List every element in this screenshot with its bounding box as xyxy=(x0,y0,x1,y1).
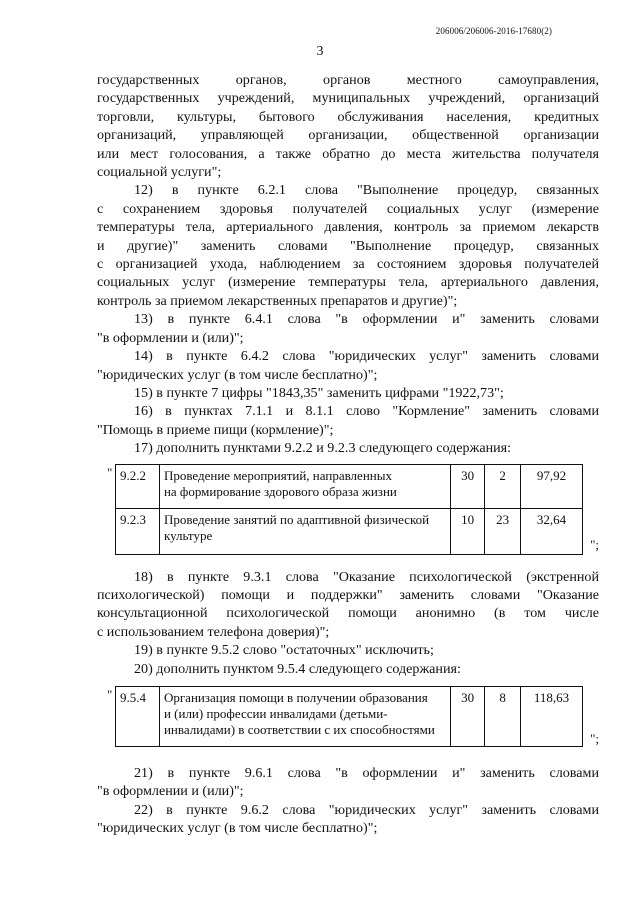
text-line: консультационной психологической помощи анонимно (в том числе xyxy=(97,605,599,622)
item-22 xyxy=(97,801,599,838)
item-21 xyxy=(97,764,599,801)
text-line: организаций, управляющей организации, общественной организации xyxy=(97,127,599,144)
text-line: 19) в пункте 9.5.2 слово "остаточных" исключить; xyxy=(134,642,434,659)
open-quote: " xyxy=(107,686,113,702)
item-17 xyxy=(97,439,599,457)
text-line: 22) в пункте 9.6.2 слова "юридических услуг" заменить словами xyxy=(134,801,599,818)
text-line: 21) в пункте 9.6.1 слова "в оформлении и" заменить словами xyxy=(134,764,599,781)
text-line: с сохранением здоровья получателей социальных услуг (измерение xyxy=(97,200,599,217)
close-quote: "; xyxy=(590,730,599,746)
cell-value: 30 xyxy=(451,464,485,508)
text-line: контроль за приемом лекарственных препаратов и другие)"; xyxy=(97,292,458,309)
text-line: социальных услуг (измерение температуры тела, артериального давления, xyxy=(97,274,599,291)
cell-value: 10 xyxy=(451,508,485,554)
item-20 xyxy=(97,660,599,678)
cell-value: 118,63 xyxy=(521,686,583,746)
text-line: 17) дополнить пунктами 9.2.2 и 9.2.3 следующего содержания: xyxy=(134,440,512,457)
text-line: 15) в пункте 7 цифры "1843,35" заменить цифрами "1922,73"; xyxy=(134,384,504,401)
text-line: 12) в пункте 6.2.1 слова "Выполнение процедур, связанных xyxy=(134,182,599,199)
document-code: 206006/206006-2016-17680(2) xyxy=(435,26,552,36)
table-row xyxy=(116,508,583,554)
cell-value: 30 xyxy=(451,686,485,746)
item-12 xyxy=(97,181,599,310)
services-table-1 xyxy=(97,464,599,558)
text-line: государственных учреждений, муниципальных учреждений, организаций xyxy=(97,90,599,107)
text-line: 18) в пункте 9.3.1 слова "Оказание психологической (экстренной xyxy=(134,568,599,585)
text-line: 14) в пункте 6.4.2 слова "юридических услуг" заменить словами xyxy=(134,348,599,365)
text-line: 20) дополнить пунктом 9.5.4 следующего содержания: xyxy=(134,660,461,677)
item-16 xyxy=(97,402,599,439)
text-line: 13) в пункте 6.4.1 слова "в оформлении и" заменить словами xyxy=(134,311,599,328)
service-name: Организация помощи в получении образования и (или) профессии инвалидами (детьми- инвалидами) в соответствии с их способностями xyxy=(159,686,450,746)
cell-value: 2 xyxy=(485,464,521,508)
text-line: "юридических услуг (в том числе бесплатно)"; xyxy=(97,366,378,383)
item-15 xyxy=(97,384,599,402)
service-code: 9.5.4 xyxy=(116,686,160,746)
item-18 xyxy=(97,568,599,642)
text-line: государственных органов, органов местного самоуправления, xyxy=(97,72,599,88)
text-line: или мест голосования, а также обратно до места жительства получателя xyxy=(97,145,599,162)
item-14 xyxy=(97,347,599,384)
item-13 xyxy=(97,310,599,347)
close-quote: "; xyxy=(590,536,599,552)
text-line: торговли, культуры, бытового обслуживания населения, кредитных xyxy=(97,108,599,125)
cell-value: 8 xyxy=(485,686,521,746)
text-line: "Помощь в приеме пищи (кормление)"; xyxy=(97,421,334,438)
item-19 xyxy=(97,641,599,659)
cell-value: 97,92 xyxy=(521,464,583,508)
text-line: с использованием телефона доверия)"; xyxy=(97,623,330,640)
text-line: 16) в пунктах 7.1.1 и 8.1.1 слово "Кормление" заменить словами xyxy=(134,403,599,420)
service-code: 9.2.3 xyxy=(116,508,160,554)
document-body xyxy=(97,71,599,838)
paragraph-continuation xyxy=(97,71,599,181)
text-line: психологической) помощи и поддержки" заменить словами "Оказание xyxy=(97,586,599,603)
text-line: "юридических услуг (в том числе бесплатно)"; xyxy=(97,820,378,837)
text-line: температуры тела, артериального давления, контроль за приемом лекарств xyxy=(97,219,599,236)
text-line: "в оформлении и (или)"; xyxy=(97,783,244,800)
table-row xyxy=(116,686,583,746)
text-line: и другие)" заменить словами "Выполнение процедур, связанных xyxy=(97,237,599,254)
cell-value: 23 xyxy=(485,508,521,554)
service-code: 9.2.2 xyxy=(116,464,160,508)
service-name: Проведение занятий по адаптивной физической культуре xyxy=(159,508,450,554)
text-line: социальной услуги"; xyxy=(97,164,222,181)
text-line: с организацией ухода, наблюдением за состоянием здоровья получателей xyxy=(97,256,599,273)
service-name: Проведение мероприятий, направленных на формирование здорового образа жизни xyxy=(159,464,450,508)
page-number: 3 xyxy=(316,44,324,59)
cell-value: 32,64 xyxy=(521,508,583,554)
table-row xyxy=(116,464,583,508)
services-table-2 xyxy=(97,686,599,752)
text-line: "в оформлении и (или)"; xyxy=(97,329,244,346)
open-quote: " xyxy=(107,464,113,480)
